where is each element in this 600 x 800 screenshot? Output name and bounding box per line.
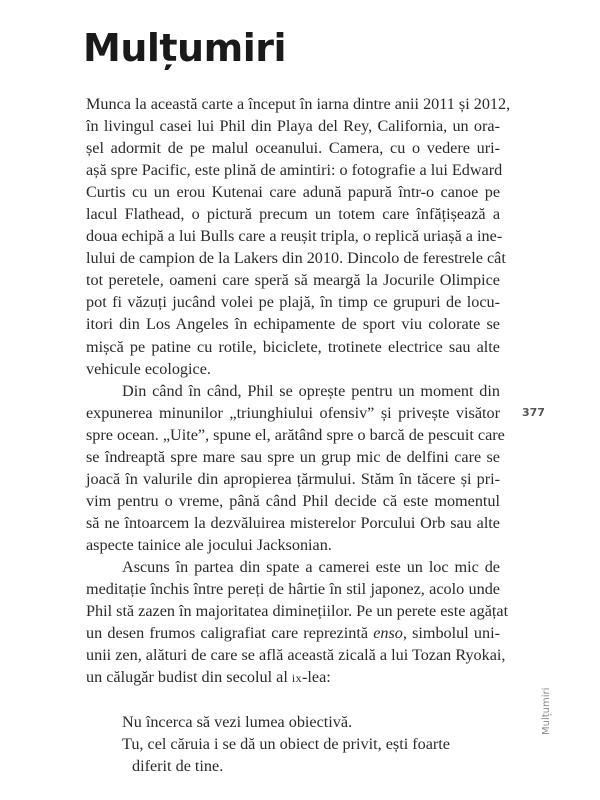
text-line: expunerea minunilor „triunghiului ofensiv” și privește visător	[86, 403, 500, 422]
text-line: Munca la această carte a început în iarna dintre anii 2011 și 2012,	[86, 95, 511, 113]
text-line: lului de campion de la Lakers din 2010. Dincolo de ferestrele cât	[86, 249, 506, 268]
text-line: vehicule ecologice.	[86, 359, 211, 378]
text-line: Din când în când, Phil se oprește pentru un moment din	[122, 381, 500, 400]
text-line: să ne întoarcem la dezvăluirea misterelor Porcului Orb sau alte	[86, 513, 500, 532]
text-line: unii zen, alături de care se află această zicală a lui Tozan Ryokai,	[86, 646, 506, 665]
page-title: Mulțumiri	[83, 26, 286, 70]
text-segment: , simbolul uni-	[402, 624, 500, 643]
text-line: pot fi văzuți jucând volei pe plajă, în timp ce grupuri de locu-	[86, 293, 500, 312]
verse-spacer	[86, 689, 500, 711]
text-line: meditație închis între pereți de hârtie în stil japonez, acolo unde	[86, 580, 500, 599]
text-segment: un desen frumos caligrafiat care reprezintă	[86, 624, 374, 643]
emphasis-enso: enso	[373, 624, 403, 643]
text-line: itori din Los Angeles în echipamente de sport viu colorate se	[86, 315, 500, 334]
text-segment: -lea:	[302, 668, 331, 687]
text-line: așă spre Pacific, este plină de amintiri: o fotografie a lui Edward	[86, 161, 503, 180]
small-caps-numeral: ix	[291, 671, 303, 686]
text-line: Ascuns în partea din spate a camerei este un loc mic de	[122, 557, 500, 576]
text-line: vim pentru o vreme, până când Phil decide că este momentul	[86, 491, 500, 510]
text-line: spre ocean. „Uite”, spune el, arătând spre o barcă de pescuit care	[86, 425, 505, 444]
verse-quote	[86, 711, 500, 777]
text-line: tot peretele, oameni care speră să meargă la Jocurile Olimpice	[86, 271, 500, 290]
text-line	[86, 666, 500, 689]
text-line: se îndreaptă spre mare sau spre un grup mic de delfini care se	[86, 447, 500, 466]
text-line: aspecte tainice ale jocului Jacksonian.	[86, 535, 332, 554]
page-number: 377	[522, 406, 545, 419]
text-line: Phil stă zazen în majoritatea diminețiilor. Pe un perete este agățat	[86, 602, 509, 621]
body-text	[86, 93, 511, 777]
paragraph-3	[86, 556, 509, 689]
running-head: Mulțumiri	[541, 687, 552, 735]
verse-line: Nu încerca să vezi lumea obiectivă.	[122, 713, 353, 732]
paragraph-1	[86, 93, 511, 380]
text-line: lacul Flathead, o pictură precum un totem care înfățișează a	[86, 205, 500, 224]
text-line: joacă în valurile din apropierea țărmului. Stăm în tăcere și pri-	[86, 469, 500, 488]
text-segment: un călugăr budist din secolul al	[86, 668, 292, 687]
verse-line: Tu, cel căruia i se dă un obiect de privit, ești foarte	[122, 735, 450, 754]
text-line: doua echipă a lui Bulls care a reușit tripla, o replică uriașă a ine-	[86, 227, 503, 246]
text-line: șel adormit de pe malul oceanului. Camera, cu o vedere uri-	[86, 139, 500, 158]
paragraph-2	[86, 380, 505, 556]
text-line: în livingul casei lui Phil din Playa del Rey, California, un ora-	[86, 117, 500, 136]
text-line: mișcă pe patine cu rotile, biciclete, trotinete electrice sau alte	[86, 337, 500, 356]
text-line: Curtis cu un erou Kutenai care adună papură într-o canoe pe	[86, 183, 500, 202]
verse-line: diferit de tine.	[132, 757, 224, 776]
text-line	[86, 622, 500, 644]
